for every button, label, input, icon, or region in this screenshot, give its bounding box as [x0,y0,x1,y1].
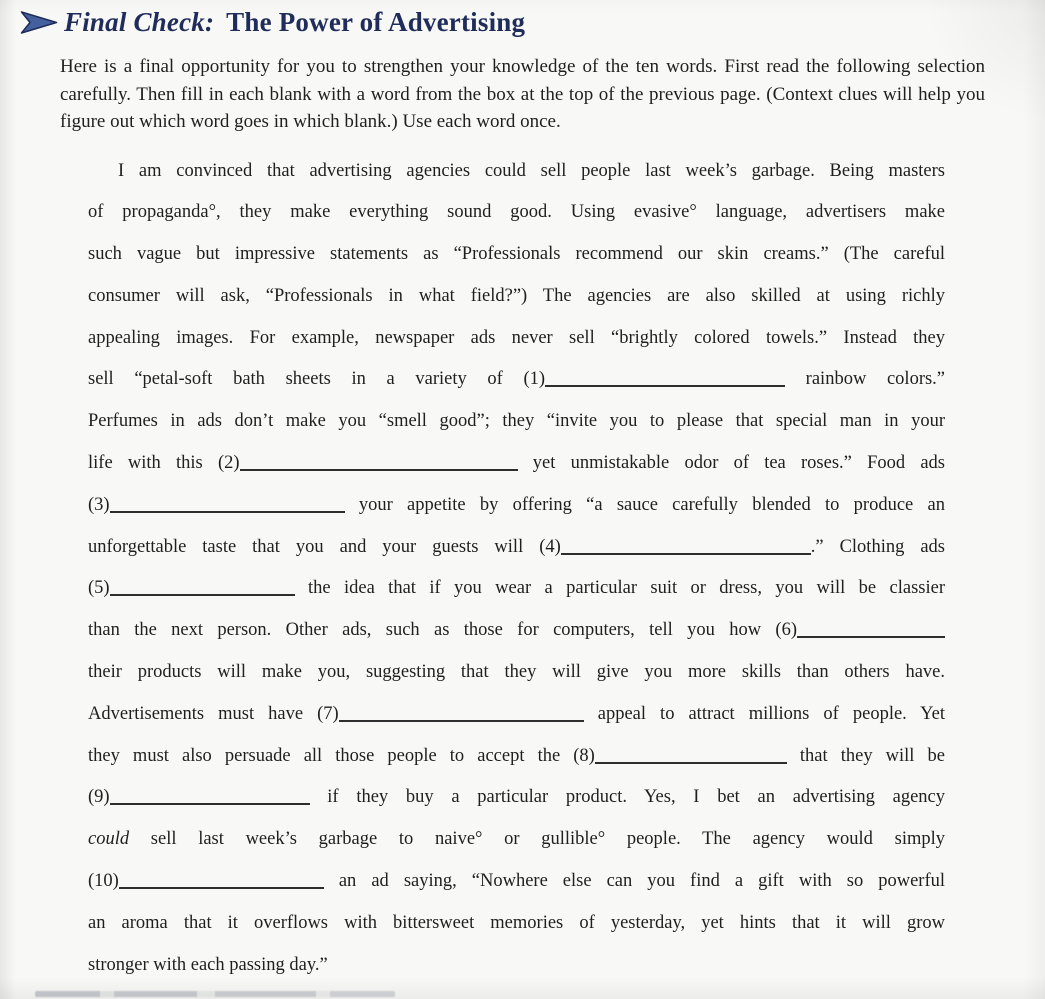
passage-line [88,151,945,193]
passage-line [88,276,945,318]
passage-text: the idea that if you wear a particular suit or dress, you will be classier [294,578,945,599]
blank-number: (8) [573,745,595,766]
passage-text: appealing images. For example, newspaper ads never sell “brightly colored towels.” Instead they [88,327,945,348]
passage-text: unforgettable taste that you and your guests will [88,536,540,557]
passage-line [88,736,945,778]
passage [88,151,945,987]
passage-line [88,819,945,861]
passage-line [88,401,945,443]
passage-line [88,527,945,569]
passage-text: stronger with each passing day.” [88,954,328,975]
fill-in-blank[interactable] [545,381,785,387]
fill-in-blank[interactable] [561,549,811,555]
right-arrowhead-icon [20,9,58,36]
blank-number: (9) [88,787,110,808]
intro-paragraph: Here is a final opportunity for you to strengthen your knowledge of the ten words. First read the following selection carefully. Then fill in each blank with a word from the box at the top of the previous page. (Context clues will help you figure out which word goes in which blank.) Use each word once. [60,56,985,132]
passage-line [88,568,945,610]
blank-number: (5) [88,578,110,599]
passage-line [88,234,945,276]
fill-in-blank[interactable] [110,799,310,805]
passage-text: their products will make you, suggesting that they will give you more skills than others have. [88,662,945,683]
passage-line [88,318,945,360]
scan-artifact-smudge [35,991,395,997]
blank-number: (1) [523,369,546,390]
passage-text: .” Clothing ads [810,536,945,557]
blank-number: (6) [775,620,797,641]
page-title [64,7,525,38]
passage-line [88,485,945,527]
passage-text: sell last week’s garbage to naive° or gullible° people. The agency would simply [129,829,945,850]
passage-text: of propaganda°, they make everything sound good. Using evasive° language, advertisers make [88,202,945,223]
passage-line [88,443,945,485]
page-title-label: Final Check: [64,7,215,37]
passage-text: consumer will ask, “Professionals in what field?”) The agencies are also skilled at using richly [88,285,945,306]
fill-in-blank[interactable] [595,758,787,764]
passage-line [88,861,945,903]
blank-number: (4) [539,536,561,557]
passage-text: such vague but impressive statements as “Professionals recommend our skin creams.” (The careful [88,244,945,265]
passage-text: rainbow colors.” [785,369,946,390]
passage-text: I am convinced that advertising agencies could sell people last week’s garbage. Being masters [118,160,945,181]
passage-text: life with this [88,453,218,474]
passage-text: an aroma that it overflows with bittersweet memories of yesterday, yet hints that it will grow [88,912,945,933]
passage-line [88,192,945,234]
passage-line [88,777,945,819]
blank-number: (7) [317,703,339,724]
passage-text: yet unmistakable odor of tea roses.” Food ads [517,453,945,474]
passage-line [88,652,945,694]
passage-text: an ad saying, “Nowhere else can you find a gift with so powerful [323,871,945,892]
passage-line [88,903,945,945]
passage-line [88,359,945,401]
blank-number: (3) [88,494,110,515]
passage-line [88,610,945,652]
fill-in-blank[interactable] [110,590,295,596]
passage-text: appeal to attract millions of people. Yet [583,703,946,724]
blank-number: (10) [88,871,119,892]
fill-in-blank[interactable] [797,632,945,638]
blank-number: (2) [217,453,240,474]
passage-text: could [88,829,130,850]
fill-in-blank[interactable] [119,883,324,889]
passage-text: they must also persuade all those people to accept the [88,745,574,766]
passage-line [88,945,945,987]
passage-text: if they buy a particular product. Yes, I bet an advertising agency [309,787,945,808]
section-header [0,0,1045,38]
passage-line [88,694,945,736]
passage-text: Perfumes in ads don’t make you “smell good”; they “invite you to please that special man in your [88,411,945,432]
fill-in-blank[interactable] [240,465,518,471]
fill-in-blank[interactable] [339,716,584,722]
passage-text: Advertisements must have [88,703,318,724]
passage-text: than the next person. Other ads, such as those for computers, tell you how [88,620,776,641]
passage-text: your appetite by offering “a sauce carefully blended to produce an [344,494,945,515]
passage-text: sell “petal-soft bath sheets in a variety of [88,369,524,390]
page-title-text: The Power of Advertising [226,7,526,37]
fill-in-blank[interactable] [110,507,345,513]
passage-text: that they will be [786,745,945,766]
